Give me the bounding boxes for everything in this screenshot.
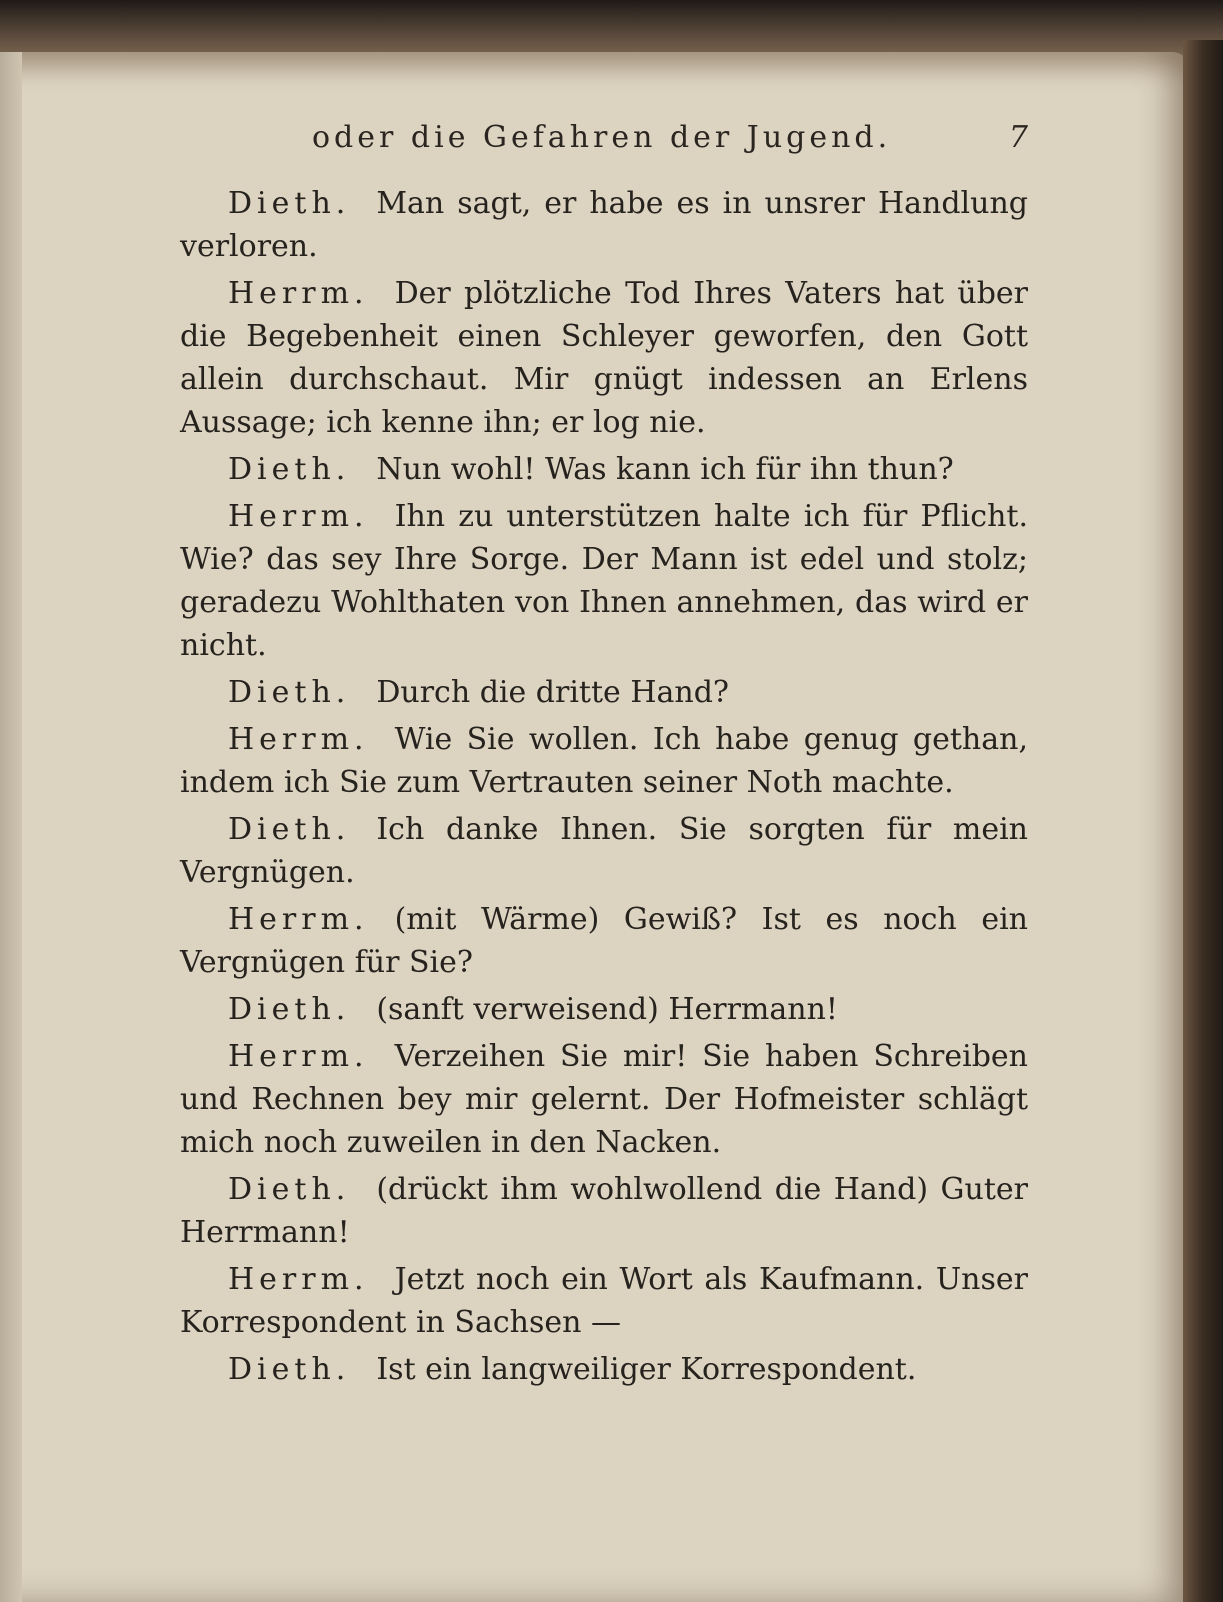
speech-text: (sanft verweisend) Herrmann! <box>376 992 838 1027</box>
speaker-label: Dieth. <box>228 675 351 710</box>
dialogue-paragraph <box>180 808 1028 894</box>
page-number: 7 <box>1008 120 1032 155</box>
speaker-label: Herrm. <box>228 1262 369 1297</box>
dialogue-paragraph <box>180 1168 1028 1254</box>
speech-text: Ihn zu unterstützen halte ich für Pflicht. Wie? das sey Ihre Sorge. Der Mann ist edel und stolz; geradezu Wohlthaten von Ihnen annehmen, das wird er nicht. <box>180 499 1028 663</box>
dialogue-paragraph <box>180 272 1028 444</box>
dialogue-text <box>180 182 1028 1395</box>
speech-text: Wie Sie wollen. Ich habe genug gethan, indem ich Sie zum Vertrauten seiner Noth machte. <box>180 722 1028 800</box>
speech-text: Jetzt noch ein Wort als Kaufmann. Unser Korrespondent in Sachsen — <box>180 1262 1028 1340</box>
speaker-label: Dieth. <box>228 1352 351 1387</box>
speech-text: Nun wohl! Was kann ich für ihn thun? <box>376 452 954 487</box>
speaker-label: Herrm. <box>228 276 369 311</box>
speaker-label: Dieth. <box>228 812 351 847</box>
dialogue-paragraph <box>180 448 1028 491</box>
dialogue-paragraph <box>180 182 1028 268</box>
dialogue-paragraph <box>180 718 1028 804</box>
speech-text: Verzeihen Sie mir! Sie haben Schreiben und Rechnen bey mir gelernt. Der Hofmeister schlägt mich noch zuweilen in den Nacken. <box>180 1039 1028 1160</box>
speaker-label: Dieth. <box>228 452 351 487</box>
speech-text: Durch die dritte Hand? <box>376 675 729 710</box>
speech-text: Der plötzliche Tod Ihres Vaters hat über die Begebenheit einen Schleyer geworfen, den Gott allein durchschaut. Mir gnügt indessen an Erlens Aussage; ich kenne ihn; er log nie. <box>180 276 1028 440</box>
speaker-label: Herrm. <box>228 1039 369 1074</box>
book-top-edge <box>0 0 1223 58</box>
speaker-label: Dieth. <box>228 186 351 221</box>
speech-text: (mit Wärme) Gewiß? Ist es noch ein Vergnügen für Sie? <box>180 902 1028 980</box>
book-right-edge <box>1183 40 1223 1602</box>
speaker-label: Herrm. <box>228 722 369 757</box>
speech-text: Ist ein langweiliger Korrespondent. <box>376 1352 917 1387</box>
dialogue-paragraph <box>180 1035 1028 1164</box>
speech-text: Man sagt, er habe es in unsrer Handlung verloren. <box>180 186 1028 264</box>
dialogue-paragraph <box>180 671 1028 714</box>
speaker-label: Herrm. <box>228 902 369 937</box>
dialogue-paragraph <box>180 1258 1028 1344</box>
speech-text: (drückt ihm wohlwollend die Hand) Guter Herrmann! <box>180 1172 1028 1250</box>
dialogue-paragraph <box>180 898 1028 984</box>
running-title: oder die Gefahren der Jugend. <box>312 120 892 155</box>
speech-text: Ich danke Ihnen. Sie sorgten für mein Vergnügen. <box>180 812 1028 890</box>
page-header <box>312 120 1032 160</box>
speaker-label: Herrm. <box>228 499 369 534</box>
page-gutter <box>0 52 22 1602</box>
dialogue-paragraph <box>180 1348 1028 1391</box>
dialogue-paragraph <box>180 988 1028 1031</box>
speaker-label: Dieth. <box>228 1172 351 1207</box>
dialogue-paragraph <box>180 495 1028 667</box>
speaker-label: Dieth. <box>228 992 351 1027</box>
